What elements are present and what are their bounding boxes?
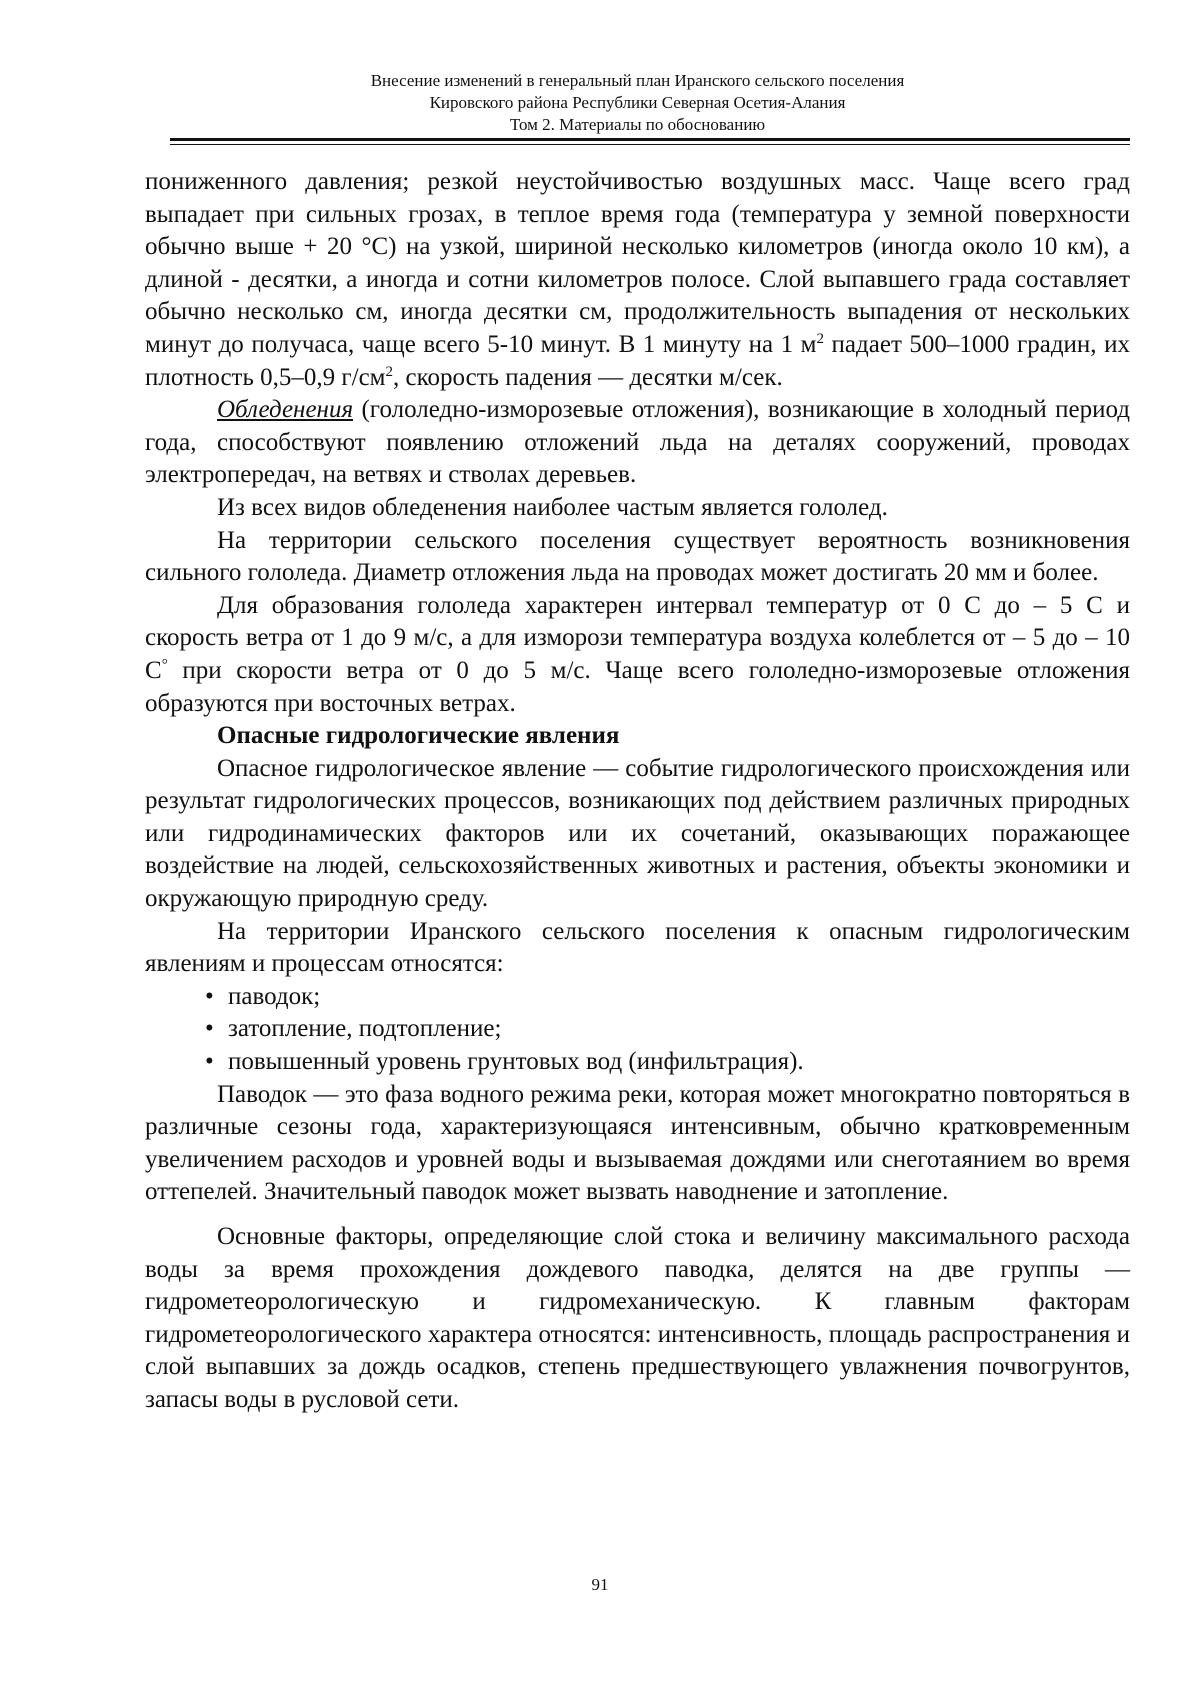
header-rule-thick: [170, 138, 1130, 141]
paragraph-temp-text-a: Для образования гололеда характерен интервал температур от 0 С до – 5 С и скорость ветра от 1 до 9 м/с, а для изморози температура воздуха колеблется от – 5 до – 10 С: [145, 591, 1130, 684]
paragraph-flood-factors: Основные факторы, определяющие слой стока и величину максимального расхода воды за время прохождения дождевого паводка, делятся на две группы — гидрометеорологическую и гидромеханическую. К главным факторам гидрометеорологического характера относятся: интенсивность, площадь распространения и слой выпавших за дождь осадков, степень предшествующего увлажнения почвогрунтов, запасы воды в русловой сети.: [145, 1223, 1130, 1413]
paragraph-hail-text-a: пониженного давления; резкой неустойчивостью воздушных масс. Чаще всего град выпадает при сильных грозах, в теплое время года (температура у земной поверхности обычно выше + 20 °С) на узкой, шириной несколько километров (иногда около 10 км), а длиной - десятки, а иногда и сотни километров полосе. Слой выпавшего града составляет обычно несколько см, иногда десятки см, продолжительность выпадения от нескольких минут до получаса, чаще всего 5-10 минут. В 1 минуту на 1 м: [145, 168, 1130, 358]
list-item-text: повышенный уровень грунтовых вод (инфильтрация).: [228, 1048, 804, 1076]
header-rule-thin: [170, 144, 1130, 145]
bullet-icon: •: [205, 1048, 214, 1076]
paragraph-hydro-definition: Опасное гидрологическое явление — событие гидрологического происхождения или результат гидрологических процессов, возникающих под действием различных природных или гидродинамических факторов или их сочетаний, оказывающих поражающее воздействие на людей, сельскохозяйственных животных и растения, объекты экономики и окружающую природную среду.: [145, 754, 1130, 913]
list-item: [145, 981, 1130, 1014]
paragraph-hail-text-c: , скорость падения — десятки м/сек.: [393, 363, 783, 391]
hazard-list: [145, 981, 1130, 1079]
paragraph-icing-temperature: [145, 590, 1130, 720]
paragraph-icing-territory: На территории сельского поселения существует вероятность возникновения сильного гололеда. Диаметр отложения льда на проводах может достигать 20 мм и более.: [145, 526, 1130, 587]
list-item: [145, 1046, 1130, 1079]
superscript-degree: °: [161, 656, 168, 673]
paragraph-icing-types: Из всех видов обледенения наиболее частым является гололед.: [217, 493, 888, 521]
paragraph-hydro-territory: На территории Иранского сельского поселения к опасным гидрологическим явлениям и процессам относятся:: [145, 917, 1130, 978]
section-heading: Опасные гидрологические явления: [217, 722, 620, 750]
list-item-text: паводок;: [228, 982, 321, 1010]
page-number: 91: [591, 1575, 609, 1594]
superscript-square: 2: [816, 330, 824, 347]
paragraph-hail: [145, 166, 1130, 394]
page-header: [145, 70, 1130, 136]
paragraph-hail-text-b: падает 500–1000 градин, их плотность 0,5–0,9 г/см: [145, 330, 1130, 391]
term-icing: Обледенения: [217, 396, 354, 424]
list-item: [145, 1013, 1130, 1046]
paragraph-flood-definition: Паводок — это фаза водного режима реки, которая может многократно повторяться в различные сезоны года, характеризующаяся интенсивным, обычно кратковременным увеличением расходов и уровней воды и вызываемая дождями или снеготаянием во время оттепелей. Значительный паводок может вызвать наводнение и затопление.: [145, 1080, 1130, 1206]
header-line-3: Том 2. Материалы по обоснованию: [509, 115, 766, 134]
paragraph-gap: [145, 1209, 1130, 1221]
header-line-1: Внесение изменений в генеральный план Иранского сельского поселения: [370, 71, 905, 90]
paragraph-temp-text-b: при скорости ветра от 0 до 5 м/с. Чаще всего гололедно-изморозевые отложения образуются при восточных ветрах.: [145, 656, 1130, 717]
paragraph-icing: [145, 394, 1130, 492]
list-item-text: затопление, подтопление;: [228, 1015, 502, 1043]
bullet-icon: •: [205, 982, 214, 1010]
header-line-2: Кировского района Республики Северная Осетия-Алания: [429, 93, 846, 112]
paragraph-icing-text: (гололедно-изморозевые отложения), возникающие в холодный период года, способствуют появлению отложений льда на деталях сооружений, проводах электропередач, на ветвях и стволах деревьев.: [145, 396, 1130, 489]
bullet-icon: •: [205, 1015, 214, 1043]
page-body: [145, 166, 1130, 1417]
superscript-square: 2: [385, 363, 393, 380]
